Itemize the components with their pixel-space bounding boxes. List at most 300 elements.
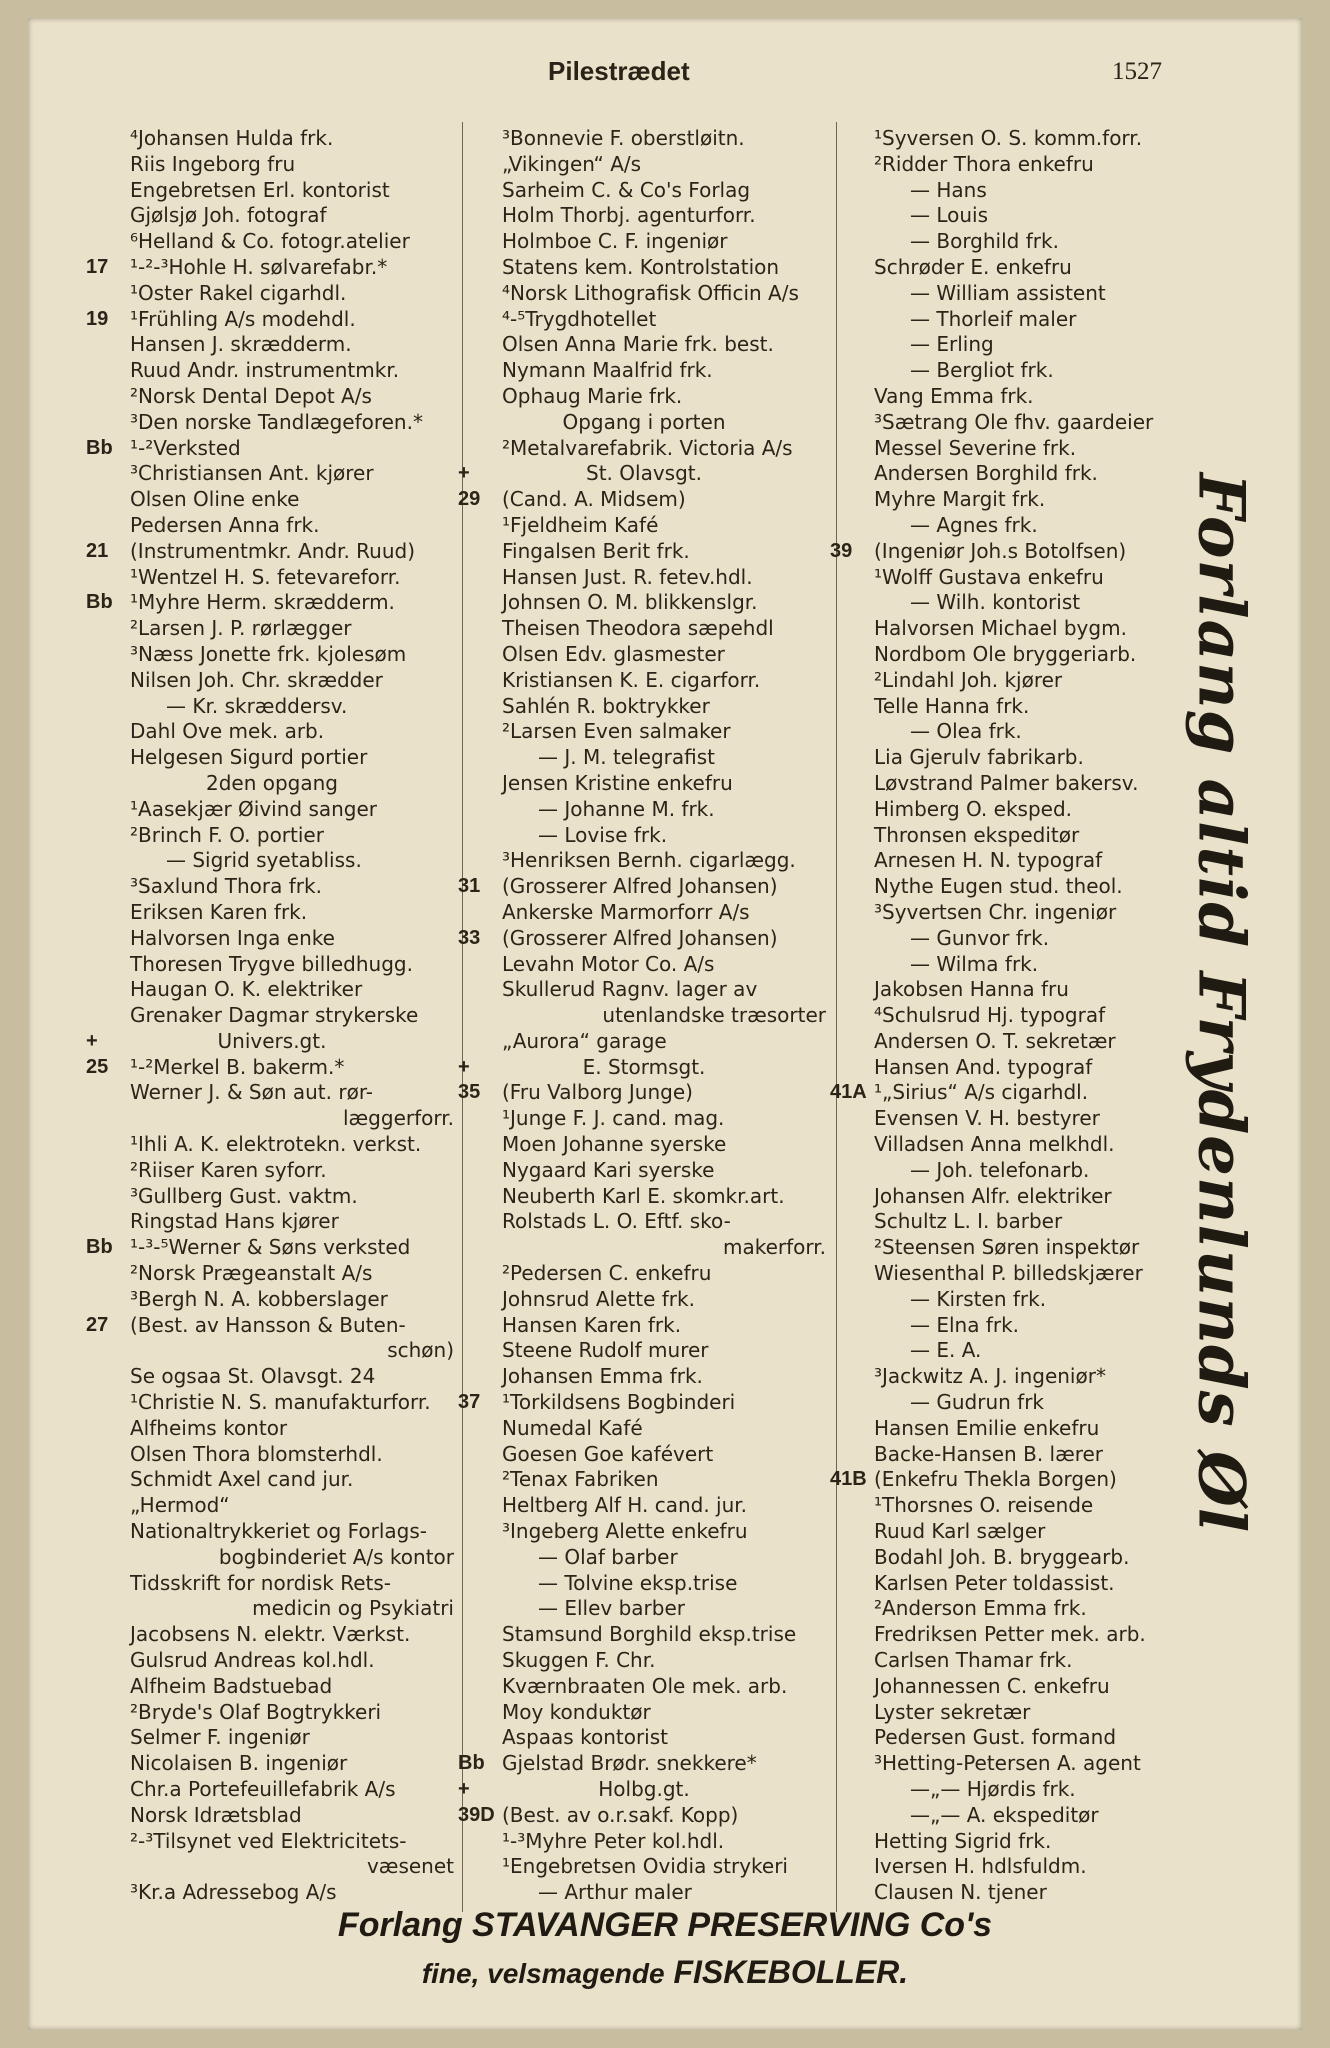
directory-entry [458, 1674, 830, 1700]
entry-text: — Elna frk. [910, 1312, 1020, 1337]
directory-entry [458, 1571, 830, 1597]
entry-text: ²Ridder Thora enkefru [874, 151, 1094, 176]
entry-text: Stamsund Borghild eksp.trise [502, 1622, 797, 1647]
house-number: 33 [458, 926, 481, 949]
entry-text: — Arthur maler [538, 1880, 692, 1905]
bottom-ad-line-1: Forlang STAVANGER PRESERVING Co's [337, 1906, 993, 1944]
directory-entry [86, 1700, 458, 1726]
house-number: + [458, 1778, 470, 1800]
entry-text: Hansen Just. R. fetev.hdl. [502, 564, 753, 589]
entry-text: „Hermod“ [130, 1493, 230, 1518]
directory-entry [86, 1648, 458, 1674]
directory-entry [458, 539, 830, 565]
entry-text: ²Pedersen C. enkefru [502, 1261, 712, 1286]
directory-entry [458, 1416, 830, 1442]
entry-text: ²Brinch F. O. portier [130, 822, 324, 847]
directory-entry [458, 1545, 830, 1571]
entry-text: ³Sætrang Ole fhv. gaardeier [874, 409, 1154, 434]
entry-text: Tidsskrift for nordisk Rets- [130, 1570, 391, 1595]
entry-text: Telle Hanna frk. [874, 693, 1030, 718]
directory-entry [830, 1132, 1202, 1158]
house-number: + [458, 462, 470, 485]
directory-entry [458, 1880, 830, 1906]
directory-entry [830, 384, 1202, 410]
house-number: 19 [86, 307, 109, 330]
entry-text: Selmer F. ingeniør [130, 1725, 310, 1750]
column-2 [458, 126, 830, 1906]
directory-entry [458, 1055, 830, 1081]
bottom-ad-main: FISKEBOLLER. [673, 1954, 909, 1990]
entry-text: Haugan O. K. elektriker [130, 977, 363, 1002]
entry-text: — Wilh. kontorist [910, 590, 1081, 615]
directory-entry [458, 848, 830, 874]
entry-text: —„— A. ekspeditør [910, 1802, 1099, 1827]
directory-entry [86, 848, 458, 874]
entry-text: Hansen J. skrædderm. [130, 332, 352, 357]
house-number: + [86, 1029, 98, 1052]
house-number: 39D [458, 1803, 495, 1826]
directory-entry [86, 1209, 458, 1235]
directory-entry [830, 1545, 1202, 1571]
entry-text: Hansen Emilie enkefru [874, 1415, 1100, 1440]
directory-entry [86, 1416, 458, 1442]
entry-text: Numedal Kafé [502, 1415, 643, 1440]
entry-text: ⁴Norsk Lithografisk Officin A/s [502, 280, 799, 305]
entry-text: — Erling [910, 332, 994, 357]
entry-text: Johnsen O. M. blikkenslgr. [502, 590, 758, 615]
directory-entry [86, 874, 458, 900]
street-title: Pilestrædet [548, 56, 690, 86]
directory-entry [830, 1055, 1202, 1081]
entry-text: ²-³Tilsynet ved Elektricitets- [130, 1828, 407, 1853]
directory-entry [830, 874, 1202, 900]
entry-text: Hetting Sigrid frk. [874, 1828, 1052, 1853]
directory-entry [86, 1519, 458, 1545]
entry-text: ³Den norske Tandlægeforen.* [130, 409, 423, 434]
entry-text: Kristiansen K. E. cigarforr. [502, 667, 761, 692]
directory-entry [458, 152, 830, 178]
house-number: Bb [86, 591, 113, 614]
house-number: Bb [86, 436, 113, 459]
directory-entry [86, 1235, 458, 1261]
directory-entry [86, 1622, 458, 1648]
directory-entry [830, 1364, 1202, 1390]
directory-entry [86, 1261, 458, 1287]
entry-text: Thoresen Trygve billedhugg. [130, 951, 413, 976]
entry-text: ¹Junge F. J. cand. mag. [502, 1106, 725, 1131]
directory-entry [830, 1880, 1202, 1906]
entry-text: (Cand. A. Midsem) [502, 487, 686, 512]
directory-entry [86, 281, 458, 307]
entry-text: Pedersen Anna frk. [130, 512, 320, 537]
entry-text: Evensen V. H. bestyrer [874, 1106, 1100, 1131]
entry-text: Sarheim C. & Co's Forlag [502, 177, 751, 202]
directory-entry [86, 616, 458, 642]
entry-text: Norsk Idrætsblad [130, 1802, 302, 1827]
directory-entry [830, 565, 1202, 591]
entry-text: Lia Gjerulv fabrikarb. [874, 745, 1084, 770]
entry-text: ¹„Sirius“ A/s cigarhdl. [874, 1080, 1089, 1105]
directory-entry [458, 126, 830, 152]
entry-text: ¹Wentzel H. S. fetevareforr. [130, 564, 401, 589]
directory-entry [830, 616, 1202, 642]
entry-text: ³Henriksen Bernh. cigarlægg. [502, 848, 796, 873]
entry-text: Messel Severine frk. [874, 435, 1077, 460]
directory-entry [86, 565, 458, 591]
entry-text: ³Gullberg Gust. vaktm. [130, 1183, 358, 1208]
entry-text: Werner J. & Søn aut. rør- [130, 1080, 373, 1105]
bottom-ad-prefix: fine, velsmagende [421, 1958, 665, 1989]
entry-text: Opgang i porten [562, 409, 726, 434]
entry-text: Andersen O. T. sekretær [874, 1028, 1116, 1053]
entry-text: Nygaard Kari syerske [502, 1157, 715, 1182]
directory-entry [830, 745, 1202, 771]
entry-text: Skuggen F. Chr. [502, 1648, 656, 1673]
entry-text: Holbg.gt. [598, 1777, 690, 1801]
entry-text: ¹-²Merkel B. bakerm.* [130, 1054, 345, 1079]
directory-entry [830, 719, 1202, 745]
directory-entry [458, 874, 830, 900]
directory-entry [830, 1390, 1202, 1416]
entry-text: Nordbom Ole bryggeriarb. [874, 641, 1137, 666]
directory-entry [830, 255, 1202, 281]
entry-text: Halvorsen Michael bygm. [874, 616, 1127, 641]
entry-text: ¹Christie N. S. manufakturforr. [130, 1390, 431, 1415]
entry-text: Kværnbraaten Ole mek. arb. [502, 1673, 788, 1698]
house-number: 21 [86, 539, 109, 562]
entry-text: schøn) [387, 1338, 454, 1363]
directory-entry [458, 1854, 830, 1880]
directory-entry [830, 1235, 1202, 1261]
directory-entry [86, 977, 458, 1003]
entry-text: Chr.a Portefeuillefabrik A/s [130, 1777, 396, 1801]
directory-entry [458, 616, 830, 642]
entry-text: Ruud Karl sælger [874, 1519, 1046, 1544]
entry-text: Aspaas kontorist [502, 1725, 668, 1750]
directory-entry [830, 1209, 1202, 1235]
directory-entry [830, 152, 1202, 178]
directory-entry [830, 1080, 1202, 1106]
entry-text: Halvorsen Inga enke [130, 925, 335, 950]
directory-entry [458, 1777, 830, 1803]
entry-text: Pedersen Gust. formand [874, 1725, 1117, 1750]
directory-entry [830, 1416, 1202, 1442]
entry-text: Gulsrud Andreas kol.hdl. [130, 1648, 375, 1673]
entry-text: ²Tenax Fabriken [502, 1467, 659, 1492]
directory-entry [458, 203, 830, 229]
directory-entry [458, 952, 830, 978]
directory-entry [458, 1364, 830, 1390]
entry-text: — Thorleif maler [910, 306, 1077, 331]
entry-text: Villadsen Anna melkhdl. [874, 1132, 1115, 1157]
directory-entry [458, 513, 830, 539]
directory-entry [86, 384, 458, 410]
directory-entry [458, 178, 830, 204]
entry-text: Neuberth Karl E. skomkr.art. [502, 1183, 785, 1208]
directory-entry [458, 1622, 830, 1648]
entry-text: ³Syvertsen Chr. ingeniør [874, 899, 1117, 924]
directory-entry [458, 642, 830, 668]
entry-text: Holmboe C. F. ingeniør [502, 229, 728, 254]
entry-text: Alfheims kontor [130, 1415, 288, 1440]
entry-text: Myhre Margit frk. [874, 487, 1046, 512]
entry-text: ²Bryde's Olaf Bogtrykkeri [130, 1699, 382, 1724]
directory-entry [458, 1829, 830, 1855]
entry-text: Ophaug Marie frk. [502, 383, 683, 408]
directory-entry [830, 358, 1202, 384]
entry-text: ³Jackwitz A. J. ingeniør* [874, 1364, 1106, 1389]
entry-text: Riis Ingeborg fru [130, 151, 296, 176]
entry-text: Eriksen Karen frk. [130, 899, 308, 924]
entry-text: Clausen N. tjener [874, 1880, 1047, 1905]
entry-text: ²Norsk Dental Depot A/s [130, 383, 372, 408]
house-number: 31 [458, 875, 481, 898]
directory-entry [830, 1596, 1202, 1622]
entry-text: ²Larsen Even salmaker [502, 719, 731, 744]
directory-entry [86, 487, 458, 513]
directory-entry [86, 307, 458, 333]
directory-entry [830, 1003, 1202, 1029]
directory-entry [458, 1803, 830, 1829]
directory-entry [86, 1184, 458, 1210]
entry-text: (Ingeniør Joh.s Botolfsen) [874, 538, 1127, 563]
entry-text: ²Anderson Emma frk. [874, 1596, 1087, 1621]
directory-entry [830, 1803, 1202, 1829]
house-number: 39 [830, 539, 853, 562]
directory-entry [86, 1003, 458, 1029]
directory-entry [458, 384, 830, 410]
entry-text: Helgesen Sigurd portier [130, 745, 368, 770]
page-number: 1527 [1112, 58, 1162, 85]
directory-entry [830, 1338, 1202, 1364]
directory-entry [830, 694, 1202, 720]
entry-text: —„— Hjørdis frk. [910, 1777, 1076, 1801]
entry-text: — Gudrun frk [910, 1390, 1045, 1415]
directory-entry [830, 410, 1202, 436]
directory-entry [86, 255, 458, 281]
directory-entry [458, 745, 830, 771]
entry-text: — Johanne M. frk. [538, 796, 715, 821]
directory-entry [458, 771, 830, 797]
entry-text: makerforr. [722, 1235, 826, 1260]
directory-entry [830, 1700, 1202, 1726]
directory-entry [830, 1158, 1202, 1184]
entry-text: Olsen Edv. glasmester [502, 641, 725, 666]
entry-text: ⁴-⁵Trygdhotellet [502, 306, 657, 331]
entry-text: Alfheim Badstuebad [130, 1673, 333, 1698]
directory-entry [830, 848, 1202, 874]
directory-entry [86, 461, 458, 487]
directory-entry [86, 1364, 458, 1390]
directory-entry [86, 1080, 458, 1106]
entry-text: ²Riiser Karen syforr. [130, 1157, 327, 1182]
entry-text: Johansen Alfr. elektriker [874, 1183, 1112, 1208]
directory-entry [458, 590, 830, 616]
directory-entry [458, 487, 830, 513]
entry-text: Se ogsaa St. Olavsgt. 24 [130, 1364, 376, 1389]
directory-entry [86, 1674, 458, 1700]
entry-text: ³Christiansen Ant. kjører [130, 461, 374, 486]
column-3 [830, 126, 1202, 1906]
entry-text: — Lovise frk. [538, 822, 668, 847]
directory-entry [830, 1287, 1202, 1313]
entry-text: ³Ingeberg Alette enkefru [502, 1519, 748, 1544]
directory-entry [830, 1725, 1202, 1751]
directory-entry [86, 1751, 458, 1777]
entry-text: — E. A. [910, 1338, 982, 1363]
directory-entry [458, 1751, 830, 1777]
entry-text: bogbinderiet A/s kontor [218, 1544, 454, 1569]
directory-entry [830, 1829, 1202, 1855]
directory-entry [86, 332, 458, 358]
directory-entry [458, 255, 830, 281]
entry-text: ³Bonnevie F. oberstløitn. [502, 126, 745, 150]
entry-text: Schultz L. I. barber [874, 1209, 1063, 1234]
directory-entry [458, 1261, 830, 1287]
house-number: 27 [86, 1313, 109, 1336]
directory-entry [458, 358, 830, 384]
entry-text: E. Stormsgt. [582, 1054, 706, 1079]
entry-text: (Fru Valborg Junge) [502, 1080, 693, 1105]
entry-text: ²Larsen J. P. rørlægger [130, 616, 352, 641]
directory-entry [830, 952, 1202, 978]
directory-entry [458, 926, 830, 952]
directory-entry [86, 926, 458, 952]
directory-entry [86, 771, 458, 797]
directory-entry [458, 1519, 830, 1545]
directory-entry [458, 1725, 830, 1751]
directory-entry [86, 436, 458, 462]
directory-entry [86, 745, 458, 771]
entry-text: ¹Frühling A/s modehdl. [130, 306, 356, 331]
directory-entry [86, 642, 458, 668]
entry-text: (Grosserer Alfred Johansen) [502, 925, 778, 950]
entry-text: ³Hetting-Petersen A. agent [874, 1751, 1141, 1776]
entry-text: — Olaf barber [538, 1544, 678, 1569]
directory-entry [458, 1648, 830, 1674]
directory-entry [830, 1622, 1202, 1648]
directory-entry [86, 1338, 458, 1364]
entry-text: ²Steensen Søren inspektør [874, 1235, 1140, 1260]
directory-entry [830, 307, 1202, 333]
directory-entry [830, 926, 1202, 952]
entry-text: Schmidt Axel cand jur. [130, 1467, 354, 1492]
entry-text: Jacobsens N. elektr. Værkst. [130, 1622, 411, 1647]
entry-text: Nationaltrykkeriet og Forlags- [130, 1519, 427, 1544]
directory-entry [830, 1106, 1202, 1132]
entry-text: Vang Emma frk. [874, 383, 1034, 408]
house-number: 41A [830, 1081, 867, 1104]
entry-text: — Kr. skræddersv. [166, 693, 348, 718]
directory-entry [458, 436, 830, 462]
directory-entry [830, 771, 1202, 797]
directory-entry [86, 900, 458, 926]
entry-text: — Ellev barber [538, 1596, 686, 1621]
directory-entry [86, 539, 458, 565]
directory-entry [830, 126, 1202, 152]
entry-text: (Enkefru Thekla Borgen) [874, 1467, 1117, 1492]
directory-entry [830, 590, 1202, 616]
house-number: Bb [458, 1752, 485, 1775]
vertical-ad-text: Forlang altid Frydenlunds Øl [1183, 472, 1259, 1534]
entry-text: ³Saxlund Thora frk. [130, 874, 322, 899]
directory-entry [86, 152, 458, 178]
entry-text: „Vikingen“ A/s [502, 151, 642, 176]
house-number: 17 [86, 255, 109, 278]
entry-text: Backe-Hansen B. lærer [874, 1441, 1104, 1466]
directory-entry [86, 1029, 458, 1055]
entry-text: ¹Oster Rakel cigarhdl. [130, 280, 347, 305]
directory-entry [86, 1725, 458, 1751]
directory-entry [86, 694, 458, 720]
entry-text: Moy konduktør [502, 1699, 651, 1724]
directory-entry [458, 668, 830, 694]
entry-text: utenlandske træsorter [602, 1003, 826, 1028]
directory-entry [458, 461, 830, 487]
entry-text: 2den opgang [205, 770, 338, 795]
directory-entry [458, 1338, 830, 1364]
directory-entry [830, 1751, 1202, 1777]
directory-entry [458, 229, 830, 255]
directory-entry [86, 1493, 458, 1519]
column-1 [86, 126, 458, 1906]
entry-text: ¹Torkildsens Bogbinderi [502, 1390, 736, 1415]
entry-text: ³Kr.a Adressebog A/s [130, 1880, 337, 1905]
entry-text: væsenet [366, 1854, 454, 1879]
entry-text: — Borghild frk. [910, 229, 1059, 254]
directory-entry [830, 1648, 1202, 1674]
directory-entry [458, 900, 830, 926]
entry-text: Moen Johanne syerske [502, 1132, 727, 1157]
entry-text: Theisen Theodora sæpehdl [502, 616, 774, 641]
house-number: 29 [458, 488, 481, 511]
directory-entry [830, 642, 1202, 668]
entry-text: — Joh. telefonarb. [910, 1157, 1090, 1182]
directory-entry [458, 797, 830, 823]
entry-text: Karlsen Peter toldassist. [874, 1570, 1115, 1595]
entry-text: Gjølsjø Joh. fotograf [130, 203, 327, 228]
house-number: 35 [458, 1081, 481, 1104]
entry-text: ³Næss Jonette frk. kjolesøm [130, 641, 407, 666]
directory-entry [830, 1571, 1202, 1597]
directory-entry [830, 229, 1202, 255]
entry-text: — Wilma frk. [910, 951, 1039, 976]
entry-text: Carlsen Thamar frk. [874, 1648, 1073, 1673]
directory-entry [86, 1313, 458, 1339]
entry-text: Thronsen ekspeditør [874, 822, 1080, 847]
directory-entry [458, 1467, 830, 1493]
entry-text: ¹Ihli A. K. elektrotekn. verkst. [130, 1132, 422, 1157]
entry-text: Bodahl Joh. B. bryggearb. [874, 1544, 1130, 1569]
entry-text: Olsen Anna Marie frk. best. [502, 332, 774, 357]
entry-text: læggerforr. [342, 1106, 454, 1131]
directory-entry [830, 1313, 1202, 1339]
directory-entry [830, 461, 1202, 487]
directory-entry [830, 487, 1202, 513]
directory-entry [458, 1596, 830, 1622]
directory-entry [830, 1261, 1202, 1287]
directory-entry [86, 229, 458, 255]
entry-text: — Kirsten frk. [910, 1286, 1047, 1311]
bottom-ad-line-2 [28, 1954, 1302, 1991]
entry-text: ¹-²Verksted [130, 435, 241, 460]
directory-entry [830, 281, 1202, 307]
entry-text: ¹-³-⁵Werner & Søns verksted [130, 1235, 411, 1260]
directory-entry [86, 1854, 458, 1880]
directory-entry [86, 797, 458, 823]
entry-text: — Bergliot frk. [910, 358, 1054, 383]
directory-entry [830, 1854, 1202, 1880]
